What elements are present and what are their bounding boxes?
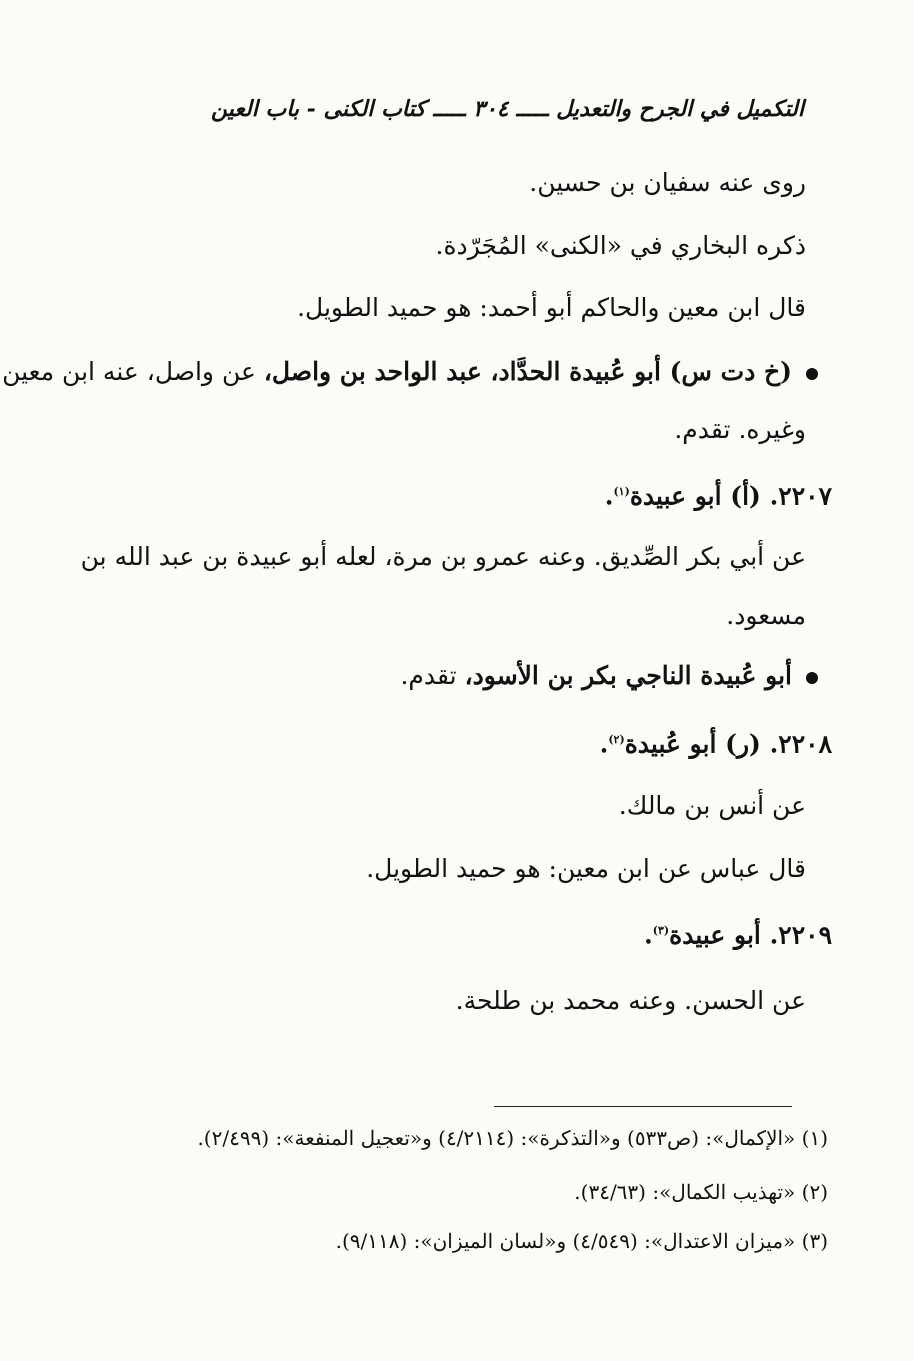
entry-heading-2208 — [600, 723, 832, 761]
bullet-entry-text: عن واصل، عنه ابن معين — [2, 357, 256, 386]
text-line: ذكره البخاري في «الكنى» المُجَرّدة. — [435, 231, 806, 260]
footnote-ref: (٢) — [608, 733, 625, 746]
entry-heading-2209 — [644, 914, 832, 952]
running-header: التكميل في الجرح والتعديل ـــــ ٣٠٤ ـــــ كتاب الكنى - باب العين — [211, 96, 804, 122]
entry-heading-2207 — [605, 475, 832, 513]
footnote-2: (٢) «تهذيب الكمال»: (٣٤/٦٣). — [574, 1180, 828, 1204]
entry-period: . — [644, 920, 653, 950]
footnote-1: (١) «الإكمال»: (ص٥٣٣) و«التذكرة»: (٤/٢١١٤) و«تعجيل المنفعة»: (٢/٤٩٩). — [197, 1126, 828, 1150]
footnote-ref: (٣) — [652, 924, 670, 937]
text-line: عن أبي بكر الصِّديق. وعنه عمرو بن مرة، لعله أبو عبيدة بن عبد الله بن — [80, 542, 806, 571]
text-line: روى عنه سفيان بن حسين. — [529, 168, 806, 197]
text-line: وغيره. تقدم. — [674, 415, 806, 444]
footnote-ref: (١) — [613, 485, 630, 498]
bullet-entry-name: (خ دت س) أبو عُبيدة الحدَّاد، عبد الواحد بن واصل، — [263, 357, 792, 386]
bullet-entry-name: أبو عُبيدة الناجي بكر بن الأسود، — [464, 661, 792, 690]
text-line: مسعود. — [726, 601, 806, 630]
text-line: قال ابن معين والحاكم أبو أحمد: هو حميد الطويل. — [297, 293, 806, 322]
text-line: عن الحسن. وعنه محمد بن طلحة. — [455, 986, 806, 1015]
bullet-entry-text: تقدم. — [400, 661, 457, 690]
text-line: قال عباس عن ابن معين: هو حميد الطويل. — [366, 854, 806, 883]
bullet-icon — [806, 368, 818, 380]
bullet-entry — [116, 659, 818, 693]
footnote-3: (٣) «ميزان الاعتدال»: (٤/٥٤٩) و«لسان الميزان»: (٩/١١٨). — [335, 1229, 828, 1253]
footnote-separator — [494, 1106, 792, 1107]
entry-title: ٢٢٠٧. (أ) أبو عبيدة — [629, 481, 832, 511]
entry-period: . — [599, 729, 609, 759]
entry-title: ٢٢٠٩. أبو عبيدة — [669, 920, 832, 950]
entry-period: . — [604, 481, 614, 511]
bullet-entry — [2, 355, 818, 389]
entry-title: ٢٢٠٨. (ر) أبو عُبيدة — [624, 729, 832, 759]
bullet-icon — [806, 672, 818, 684]
text-line: عن أنس بن مالك. — [618, 791, 806, 820]
